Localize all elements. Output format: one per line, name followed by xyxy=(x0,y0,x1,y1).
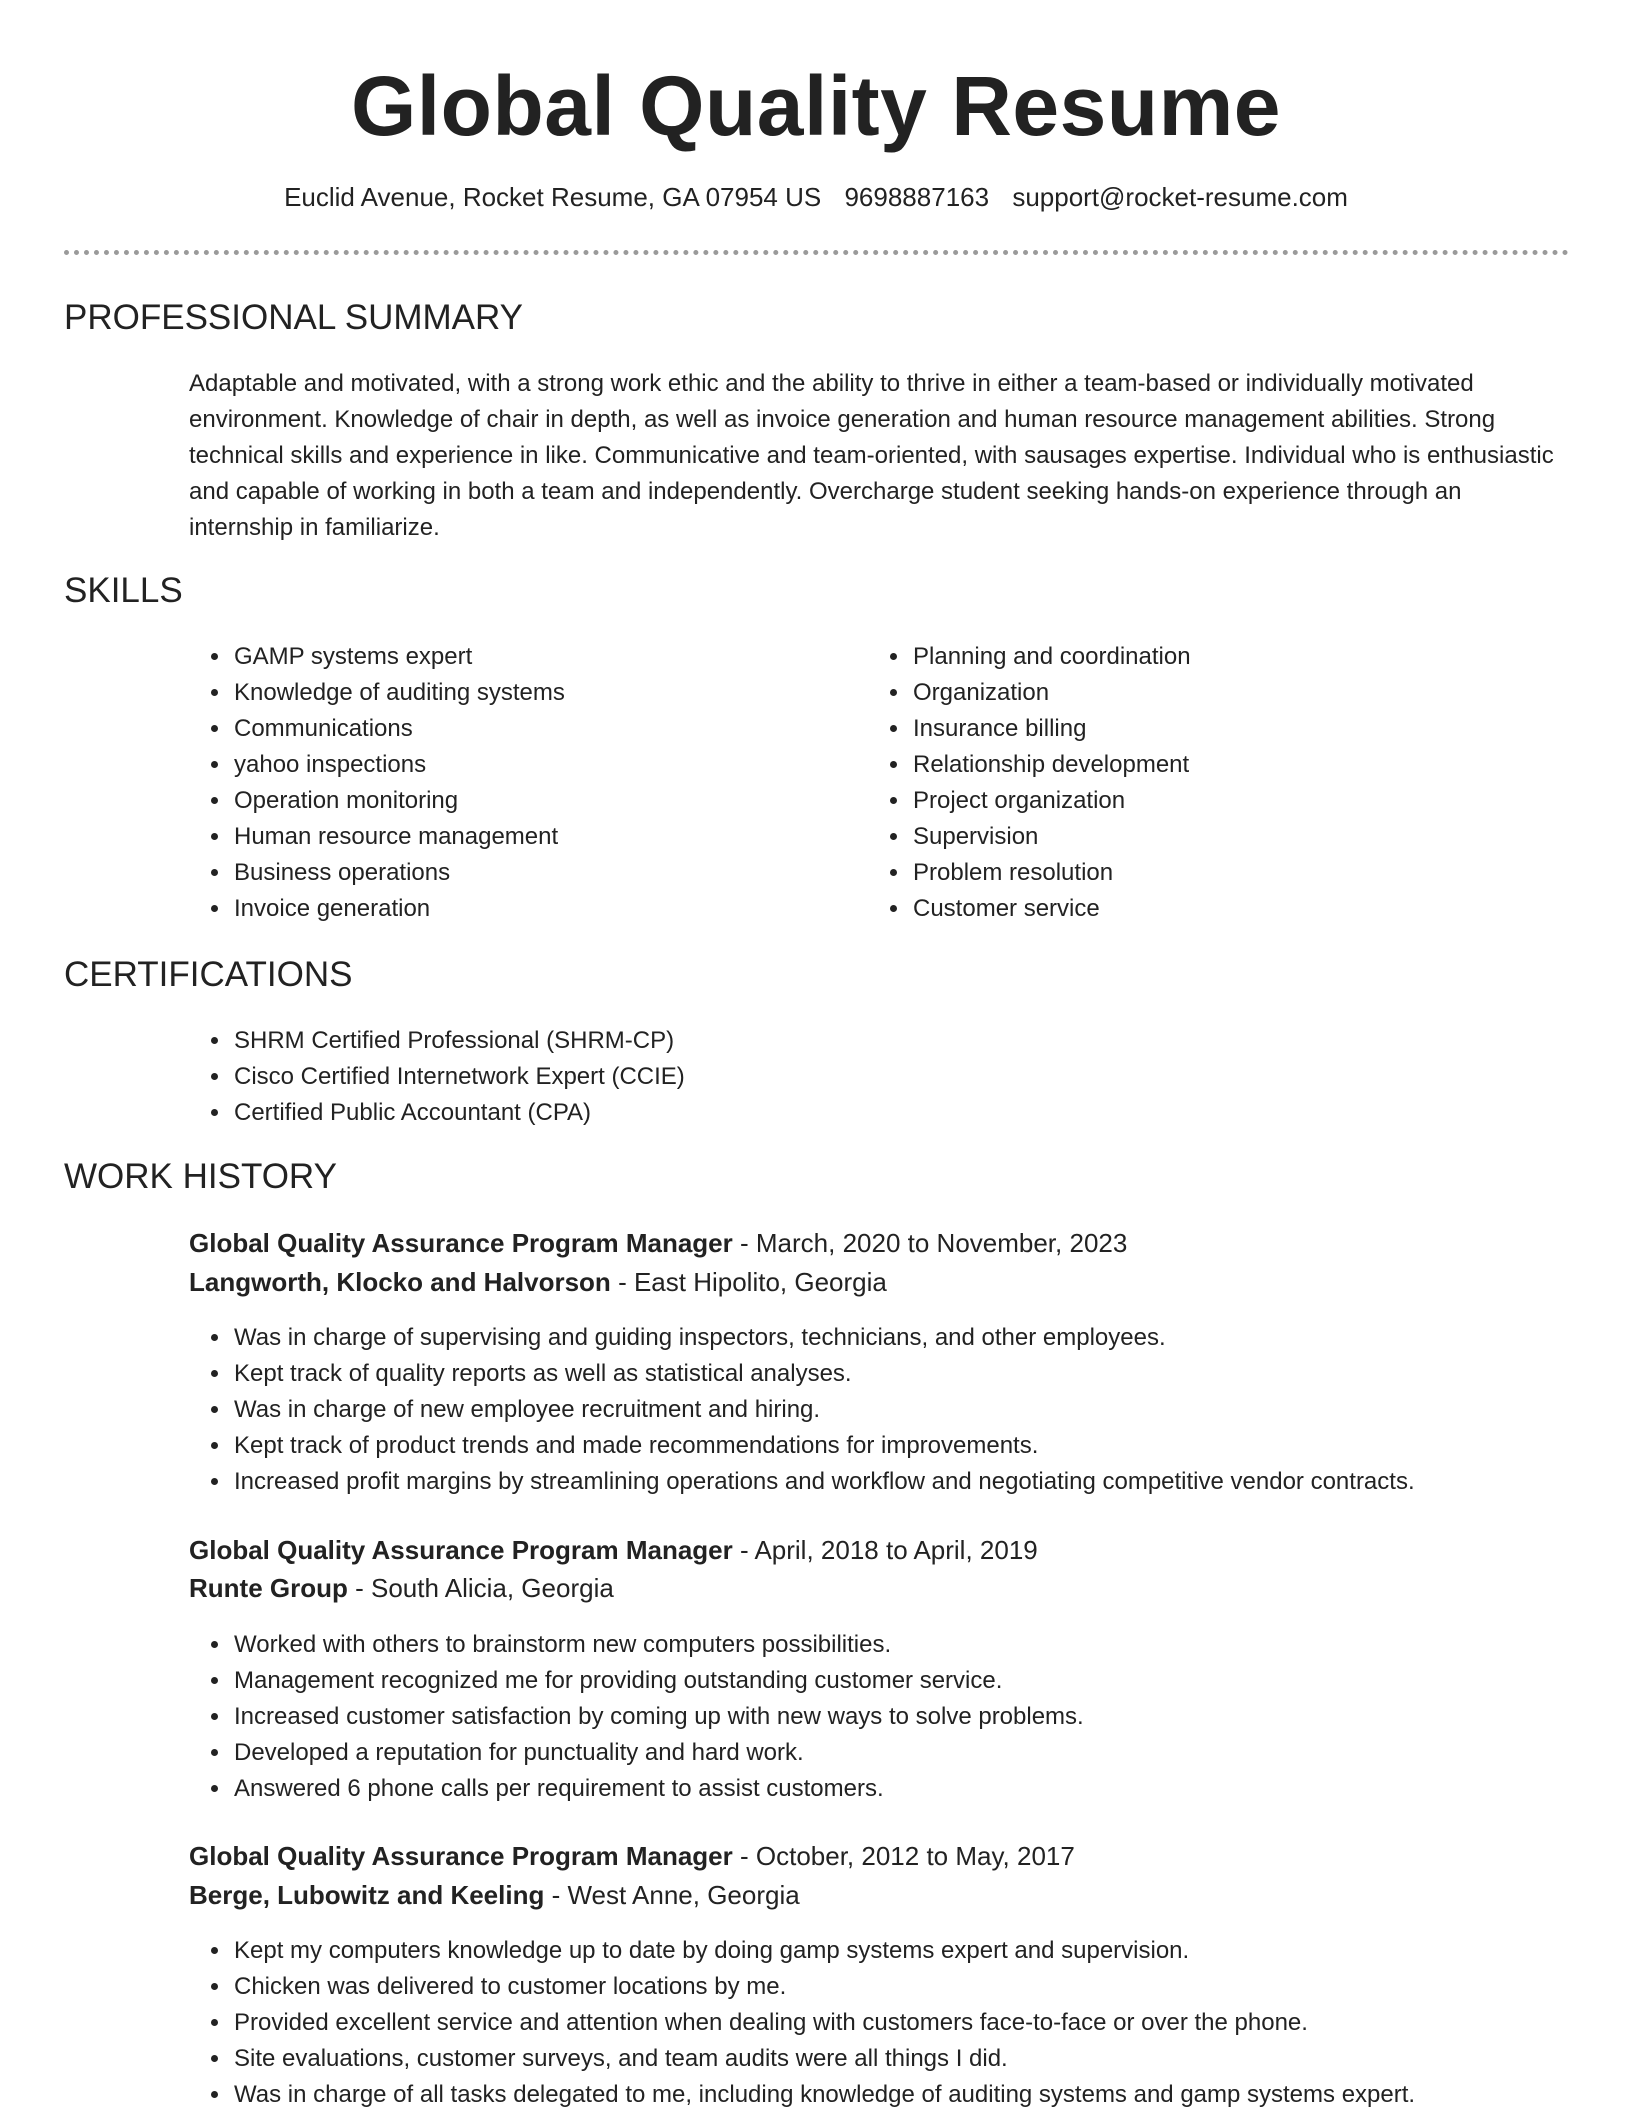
job-location: - South Alicia, Georgia xyxy=(355,1573,614,1603)
header-divider xyxy=(64,250,1569,255)
contact-line xyxy=(0,182,1632,213)
job-duty: • Worked with others to brainstorm new computers possibilities. xyxy=(232,1627,1632,1663)
skill-item: • Business operations xyxy=(232,855,852,891)
skill-item: • Customer service xyxy=(911,891,1531,927)
job-duty: • Provided excellent service and attention when dealing with customers face-to-face or over the phone. xyxy=(232,2005,1632,2041)
job-duty: • Kept my computers knowledge up to date by doing gamp systems expert and supervision. xyxy=(232,1933,1632,1969)
job-duties-list xyxy=(189,1627,1632,1807)
job-dates: - October, 2012 to May, 2017 xyxy=(740,1841,1075,1871)
job-company: Berge, Lubowitz and Keeling xyxy=(189,1880,545,1910)
email: support@rocket-resume.com xyxy=(1012,182,1348,212)
skill-item: • Supervision xyxy=(911,819,1531,855)
certification-item: • Cisco Certified Internetwork Expert (CCIE) xyxy=(232,1059,1532,1095)
skill-item: • GAMP systems expert xyxy=(232,639,852,675)
job-duty: • Chicken was delivered to customer locations by me. xyxy=(232,1969,1632,2005)
job-duty: • Management recognized me for providing outstanding customer service. xyxy=(232,1663,1632,1699)
skill-item: • Project organization xyxy=(911,783,1531,819)
address: Euclid Avenue, Rocket Resume, GA 07954 US xyxy=(284,182,822,212)
job-duties-list xyxy=(189,1320,1632,1500)
certification-item: • Certified Public Accountant (CPA) xyxy=(232,1095,1532,1131)
skills-list-right xyxy=(868,639,1531,927)
skill-item: • Human resource management xyxy=(232,819,852,855)
skill-item: • Communications xyxy=(232,711,852,747)
job-company-line xyxy=(189,1573,614,1604)
skill-item: • Invoice generation xyxy=(232,891,852,927)
job-title: Global Quality Assurance Program Manager xyxy=(189,1841,733,1871)
skill-item: • Insurance billing xyxy=(911,711,1531,747)
job-duty: • Was in charge of all tasks delegated to me, including knowledge of auditing systems and gamp systems expert. xyxy=(232,2077,1632,2113)
skill-item: • Knowledge of auditing systems xyxy=(232,675,852,711)
job-title-line xyxy=(189,1841,1075,1872)
job-duty: • Increased customer satisfaction by coming up with new ways to solve problems. xyxy=(232,1699,1632,1735)
job-company: Runte Group xyxy=(189,1573,348,1603)
job-title-line xyxy=(189,1535,1038,1566)
skill-item: • Relationship development xyxy=(911,747,1531,783)
job-company-line xyxy=(189,1267,887,1298)
skill-item: • Organization xyxy=(911,675,1531,711)
job-duty: • Was in charge of new employee recruitment and hiring. xyxy=(232,1392,1632,1428)
certifications-list xyxy=(189,1023,1532,1131)
work-history-heading: WORK HISTORY xyxy=(64,1157,337,1196)
job-title-line xyxy=(189,1228,1127,1259)
job-location: - East Hipolito, Georgia xyxy=(618,1267,887,1297)
job-company: Langworth, Klocko and Halvorson xyxy=(189,1267,611,1297)
job-duty: • Kept track of product trends and made recommendations for improvements. xyxy=(232,1428,1632,1464)
job-dates: - April, 2018 to April, 2019 xyxy=(740,1535,1038,1565)
resume-name: Global Quality Resume xyxy=(350,59,1282,153)
skill-item: • Planning and coordination xyxy=(911,639,1531,675)
certifications-heading: CERTIFICATIONS xyxy=(64,955,353,994)
job-duty: • Increased profit margins by streamlining operations and workflow and negotiating competitive vendor contracts. xyxy=(232,1464,1632,1500)
skill-item: • Operation monitoring xyxy=(232,783,852,819)
skills-list-left xyxy=(189,639,852,927)
job-location: - West Anne, Georgia xyxy=(551,1880,800,1910)
job-duty: • Kept track of quality reports as well as statistical analyses. xyxy=(232,1356,1632,1392)
job-duties-list xyxy=(189,1933,1632,2113)
job-title: Global Quality Assurance Program Manager xyxy=(189,1228,733,1258)
job-company-line xyxy=(189,1880,800,1911)
job-title: Global Quality Assurance Program Manager xyxy=(189,1535,733,1565)
certification-item: • SHRM Certified Professional (SHRM-CP) xyxy=(232,1023,1532,1059)
job-dates: - March, 2020 to November, 2023 xyxy=(740,1228,1128,1258)
summary-heading: PROFESSIONAL SUMMARY xyxy=(64,298,523,337)
job-duty: • Developed a reputation for punctuality and hard work. xyxy=(232,1735,1632,1771)
job-duty: • Was in charge of supervising and guiding inspectors, technicians, and other employees. xyxy=(232,1320,1632,1356)
job-duty: • Site evaluations, customer surveys, and team audits were all things I did. xyxy=(232,2041,1632,2077)
summary-text: Adaptable and motivated, with a strong work ethic and the ability to thrive in either a team-based or individually motivated environment. Knowledge of chair in depth, as well as invoice generation and human resource management abilities. Strong technical skills and experience in like. Communicative and team-oriented, with sausages expertise. Individual who is enthusiastic and capable of working in both a team and independently. Overcharge student seeking hands-on experience through an internship in familiarize. xyxy=(189,370,1554,541)
skill-item: • Problem resolution xyxy=(911,855,1531,891)
skill-item: • yahoo inspections xyxy=(232,747,852,783)
job-duty: • Answered 6 phone calls per requirement to assist customers. xyxy=(232,1771,1632,1807)
phone: 9698887163 xyxy=(844,182,990,212)
skills-heading: SKILLS xyxy=(64,571,183,610)
